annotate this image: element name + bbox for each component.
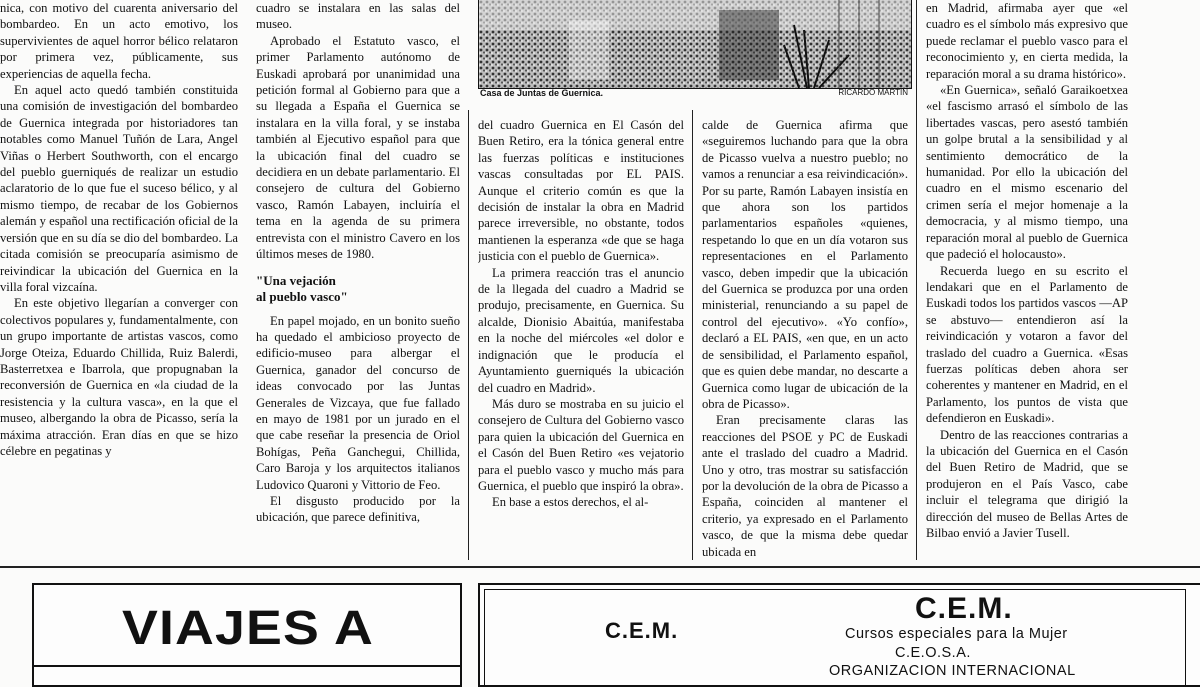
paragraph: en Madrid, afirmaba ayer que «el cuadro es el símbolo más expresivo que puede reclamar el pueblo vasco para el reconocimiento y, en cierta medida, la reparación moral a su drama histórico». (926, 1, 1128, 81)
photo-image (479, 0, 911, 88)
caption-text: Casa de Juntas de Guernica. (480, 88, 604, 98)
article-column-3 (478, 117, 684, 560)
subheading (256, 273, 460, 305)
advertisement-cem (478, 583, 1200, 687)
column-divider (468, 110, 469, 560)
photo-caption (480, 88, 908, 102)
subheading-line-1: "Una vejación (256, 272, 336, 288)
paragraph: «En Guernica», señaló Garaikoetxea «el fascismo arrasó el símbolo de las libertades vascas, pero asestó también un golpe brutal a la sensibilidad y al sentimiento democrático de la humanidad. Por ello la ubicación del cuadro en el mismo escenario del crimen sería el mejor homenaje a la democracia, y al mismo tiempo, una reparación moral al pueblo de Guernica que padeció el holocausto». (926, 83, 1128, 262)
article-column-1 (0, 0, 238, 560)
paragraph: El disgusto producido por la ubicación, que parece definitiva, (256, 493, 460, 525)
paragraph: La primera reacción tras el anuncio de la llegada del cuadro a Madrid se produjo, precisamente, en Guernica. Su alcalde, Dionisio Abaitúa, manifestaba en la noche del miércoles «el dolor e indignación que le producía el Ayuntamiento guerniqués la ubicación del cuadro en Madrid». (478, 265, 684, 395)
column-divider (916, 0, 917, 560)
article-column-4 (702, 117, 908, 560)
article-bottom-rule (0, 566, 1200, 568)
paragraph: En base a estos derechos, el al- (492, 495, 649, 510)
article-column-2 (256, 0, 460, 560)
column-divider (692, 110, 693, 560)
paragraph: Dentro de las reacciones contrarias a la ubicación del Guernica en el Casón del Buen Retiro de Madrid, que se produjeron en el País Vasco, cabe incluir el telegrama que dirigió la dirección del museo de Bellas Artes de Bilbao envió a Javier Tusell. (926, 427, 1128, 540)
paragraph: nica, con motivo del cuarenta aniversario del bombardeo. En un acto emotivo, los supervivientes de aquel horror bélico relataron por primera vez, públicamente, sus experiencias de aquella fecha. (0, 1, 238, 81)
paragraph: del cuadro Guernica en El Casón del Buen Retiro, era la tónica general entre las fuerzas políticas e instituciones vascas consultadas por EL PAIS. Aunque el criterio común es que la decisión de instalar la obra en Madrid parece irreversible, no obstante, todos mantienen la esperanza «de que se haga justicia con el pueblo de Guernica». (478, 118, 684, 264)
paragraph: Más duro se mostraba en su juicio el consejero de Cultura del Gobierno vasco para quien la ubicación del Guernica en el Casón del Buen Retiro «es vejatorio para el pueblo vasco y mucho más para Guernica, el pueblo que inspiró la obra». (478, 396, 684, 493)
paragraph: En papel mojado, en un bonito sueño ha quedado el ambicioso proyecto de edificio-museo para albergar el Guernica, ganador del concurso de ideas convocado por las Juntas Generales de Vizcaya, que fue fallado en mayo de 1981 por un jurado en el que cabe reseñar la presencia de Oriol Bohígas, Peña Ganchegui, Chillida, Caro Baroja y los arquitectos italianos Ludovico Quaroni y Vittorio de Feo. (256, 313, 460, 492)
paragraph: calde de Guernica afirma que «seguiremos luchando para que la obra de Picasso vuelva a nuestro pueblo; no vamos a renunciar a esa reivindicación». Por su parte, Ramón Labayen insistía en que ahora son los partidos parlamentarios españoles «quienes, respetando lo que en un día votaron sus representaciones en el Parlamento vasco, deben impedir que la ubicación del Guernica se produzca por una orden ministerial, renunciando a su papel de control del ejecutivo». «Yo confío», declaró a EL PAIS, «en que, en un acto de sensibilidad, el Parlamento español, que es quien debe mandar, no descarte a Guernica como lugar de ubicación de la obra de Picasso». (702, 118, 908, 411)
ad-line-ceosa: C.E.O.S.A. (895, 645, 971, 661)
paragraph: Recuerda luego en su escrito el lendakari que en el Parlamento de Euskadi todos los partidos vascos —AP se abstuvo— entendieron así la reivindicación y votaron a favor del traslado del cuadro a Guernica. «Esas fuerzas políticas deben ahora ser coherentes y mantener en Madrid, en el Parlamento, los puntos de vista que defendieron en Euskadi». (926, 263, 1128, 426)
article-column-5 (926, 0, 1128, 560)
ad-line-courses: Cursos especiales para la Mujer (845, 626, 1068, 642)
ad-line-organizacion: ORGANIZACION INTERNACIONAL (829, 663, 1076, 679)
paragraph: En aquel acto quedó también constituida una comisión de investigación del bombardeo de Guernica integrada por historiadores tan notables como Manuel Tuñón de Lara, Angel Viñas o Herbert Southworth, con el encargo del pueblo guerniqués de realizar un estudio aclaratorio de lo que fue el suceso bélico, y al mismo tiempo, de recabar de los Gobiernos alemán y español una rectificación oficial de la versión que en su día se dio del bombardeo. La citada comisión se preocuparía asimismo de reivindicar la ubicación del Guernica en la villa foral vizcaína. (0, 83, 238, 294)
paragraph: En este objetivo llegarían a converger con colectivos populares y, fundamentalmente, con un grupo importante de artistas vascos, como Jorge Oteiza, Eduardo Chillida, Ruiz Balerdi, Basterretxea e Ibarrola, que propugnaban la reconversión de Guernica en «la ciudad de la resistencia y la cultura vasca», en la que el museo, albergando la obra de Picasso, sería la máxima atracción. Eran días en que se hizo célebre en pegatinas y (0, 296, 238, 458)
photo-credit: RICARDO MARTIN (838, 88, 908, 97)
paragraph: cuadro se instalara en las salas del museo. (256, 1, 460, 32)
cem-logo-small: C.E.M. (605, 618, 679, 643)
cem-logo-large: C.E.M. (915, 592, 1013, 625)
ad-divider (34, 665, 460, 667)
photo-casa-de-juntas (478, 0, 912, 89)
advertisement-viajes (32, 583, 462, 687)
ad-inner-frame (484, 589, 1186, 687)
ad-headline: VIAJES A (122, 602, 374, 655)
paragraph: Aprobado el Estatuto vasco, el primer Parlamento autónomo de Euskadi aprobará por unanimidad una petición formal al Gobierno para que a su llegada a España el Guernica se instalara en la villa foral, y se instaba también al Ejecutivo español para que la ubicación final del cuadro se decidiera en un debate parlamentario. El consejero de cultura del Gobierno vasco, Ramón Labayen, incluiría el tema en la agenda de su primera entrevista con el ministro Cavero en los últimos meses de 1980. (256, 33, 460, 262)
paragraph: Eran precisamente claras las reacciones del PSOE y PC de Euskadi ante el traslado del cuadro a Madrid. Uno y otro, tras mostrar su satisfacción por la devolución de la obra de Picasso a España, coinciden al mantener el criterio, ya expresado en el Parlamento vasco, de que la misma debe quedar ubicada en (702, 413, 908, 559)
subheading-line-2: al pueblo vasco" (256, 288, 348, 304)
